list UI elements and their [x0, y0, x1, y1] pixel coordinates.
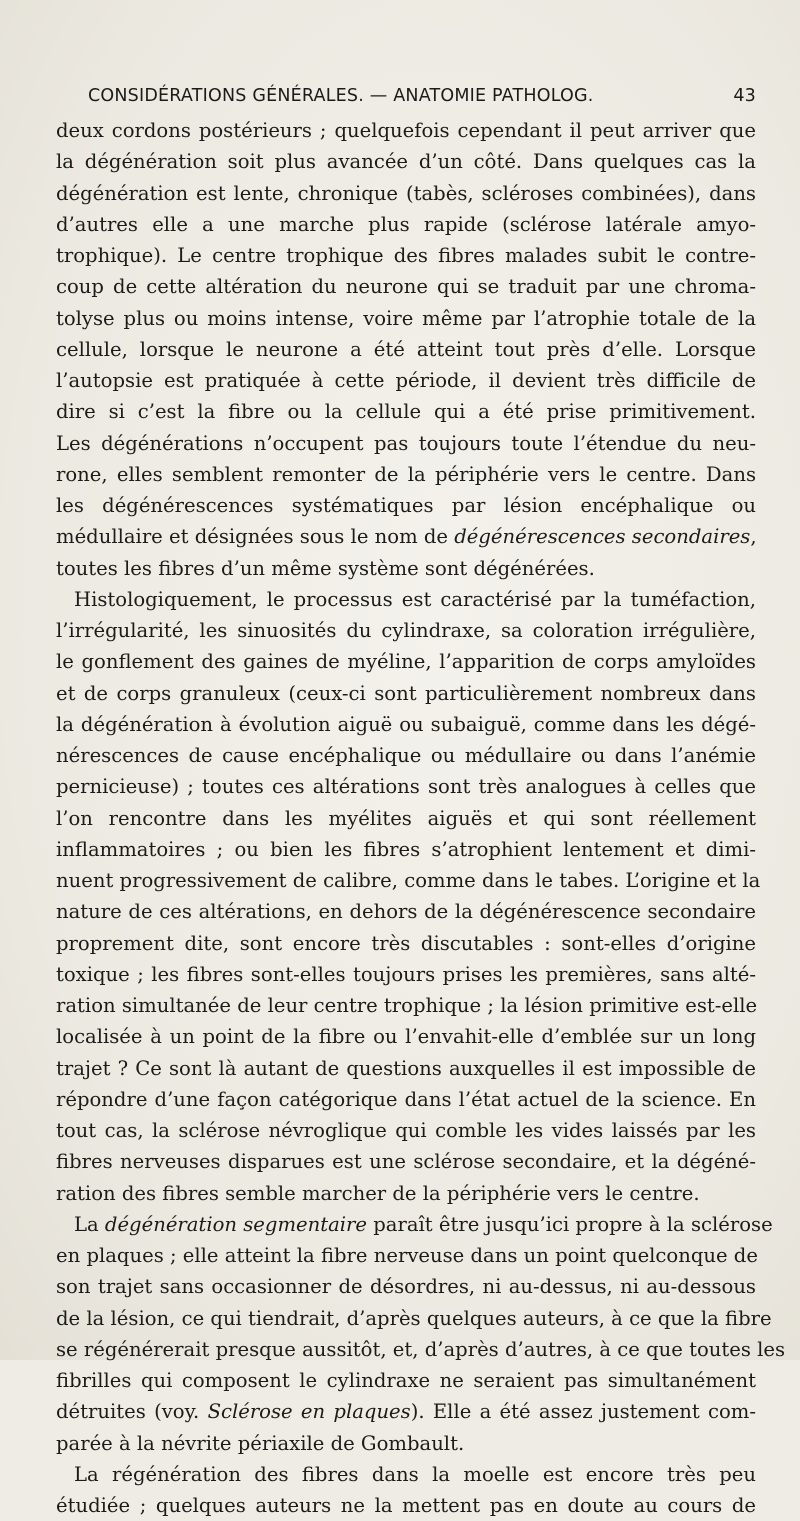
text-segment: détruites (voy.: [56, 1400, 208, 1424]
text-line: Les dégénérations n’occupent pas toujours toute l’étendue du neu-: [56, 431, 756, 455]
text-line: rone, elles semblent remonter de la périphérie vers le centre. Dans: [56, 462, 756, 486]
text-line: nérescences de cause encéphalique ou médullaire ou dans l’anémie: [56, 744, 756, 767]
italic-term: dégénérescences secondaires: [454, 525, 751, 549]
text-line: [56, 1396, 756, 1427]
text-segment: ,: [750, 525, 757, 549]
text-line: pernicieuse) ; toutes ces altérations sont très analogues à celles que: [56, 775, 756, 799]
italic-term: Sclérose en plaques: [207, 1400, 411, 1424]
text-line: La régénération des fibres dans la moelle est encore très peu: [74, 1462, 756, 1486]
text-line: la dégénération à évolution aiguë ou subaiguë, comme dans les dégé-: [56, 712, 756, 736]
text-line: la dégénération soit plus avancée d’un côté. Dans quelques cas la: [56, 150, 756, 174]
body-text: [56, 115, 786, 1521]
text-line: les dégénérescences systématiques par lésion encéphalique ou: [56, 494, 756, 517]
text-line: son trajet sans occasionner de désordres, ni au-dessus, ni au-dessous: [56, 1275, 756, 1299]
text-line: dire si c’est la fibre ou la cellule qui a été prise primitivement.: [56, 400, 756, 424]
text-line: fibres nerveuses disparues est une sclérose secondaire, et la dégéné-: [56, 1150, 756, 1174]
text-line: localisée à un point de la fibre ou l’envahit-elle d’emblée sur un long: [56, 1025, 756, 1049]
text-line: l’on rencontre dans les myélites aiguës et qui sont réellement: [56, 806, 756, 830]
text-line: tolyse plus ou moins intense, voire même par l’atrophie totale de la: [56, 306, 756, 330]
text-line: nuent progressivement de calibre, comme dans le tabes. L’origine et la: [56, 869, 761, 892]
text-line: se régénérerait presque aussitôt, et, d’après d’autres, à ce que toutes les: [56, 1337, 786, 1361]
text-line: tout cas, la sclérose névroglique qui comble les vides laissés par les: [56, 1119, 756, 1142]
text-segment: médullaire et désignées sous le nom de: [56, 525, 455, 549]
text-line: toxique ; les fibres sont-elles toujours prises les premières, sans alté-: [56, 962, 756, 986]
page-number: 43: [733, 86, 756, 106]
text-segment: paraît être jusqu’ici propre à la sclérose: [367, 1212, 773, 1236]
text-line: [56, 521, 756, 552]
text-line: proprement dite, sont encore très discutables : sont-elles d’origine: [56, 931, 756, 955]
text-segment: ). Elle a été assez justement com-: [410, 1400, 757, 1424]
text-line: de la lésion, ce qui tiendrait, d’après quelques auteurs, à ce que la fibre: [56, 1306, 772, 1330]
running-header: [88, 86, 756, 106]
text-line: [56, 1209, 773, 1240]
text-line: l’irrégularité, les sinuosités du cylindraxe, sa coloration irrégulière,: [56, 619, 756, 642]
text-line: étudiée ; quelques auteurs ne la mettent pas en doute au cours de: [56, 1494, 756, 1517]
text-line: nature de ces altérations, en dehors de la dégénérescence secondaire: [56, 900, 756, 924]
text-line: le gonflement des gaines de myéline, l’apparition de corps amyloïdes: [56, 650, 756, 674]
text-line: l’autopsie est pratiquée à cette période, il devient très difficile de: [56, 369, 756, 392]
text-line: et de corps granuleux (ceux-ci sont particulièrement nombreux dans: [56, 681, 756, 705]
text-line: ration simultanée de leur centre trophique ; la lésion primitive est-elle: [56, 994, 758, 1017]
italic-term: dégénération segmentaire: [104, 1212, 368, 1236]
text-line: dégénération est lente, chronique (tabès, scléroses combinées), dans: [56, 181, 756, 205]
text-line: trophique). Le centre trophique des fibres malades subit le contre-: [56, 244, 756, 267]
text-line: en plaques ; elle atteint la fibre nerveuse dans un point quelconque de: [56, 1244, 758, 1267]
header-title: CONSIDÉRATIONS GÉNÉRALES. — ANATOMIE PATHOLOG.: [88, 86, 594, 106]
text-line: cellule, lorsque le neurone a été atteint tout près d’elle. Lorsque: [56, 337, 756, 361]
text-line: deux cordons postérieurs ; quelquefois cependant il peut arriver que: [56, 119, 756, 142]
text-line: coup de cette altération du neurone qui se traduit par une chroma-: [56, 275, 756, 299]
text-line: répondre d’une façon catégorique dans l’état actuel de la science. En: [56, 1087, 756, 1111]
text-line: ration des fibres semble marcher de la périphérie vers le centre.: [56, 1181, 700, 1205]
text-line: inflammatoires ; ou bien les fibres s’atrophient lentement et dimi-: [56, 837, 756, 861]
text-line: fibrilles qui composent le cylindraxe ne seraient pas simultanément: [56, 1369, 756, 1392]
text-line: Histologiquement, le processus est caractérisé par la tuméfaction,: [74, 587, 756, 611]
text-line: parée à la névrite périaxile de Gombault.: [56, 1431, 465, 1455]
text-segment: La: [74, 1212, 105, 1236]
text-line: toutes les fibres d’un même système sont dégénérées.: [56, 556, 595, 580]
text-line: d’autres elle a une marche plus rapide (sclérose latérale amyo-: [56, 212, 756, 236]
text-line: trajet ? Ce sont là autant de questions auxquelles il est impossible de: [56, 1056, 756, 1080]
